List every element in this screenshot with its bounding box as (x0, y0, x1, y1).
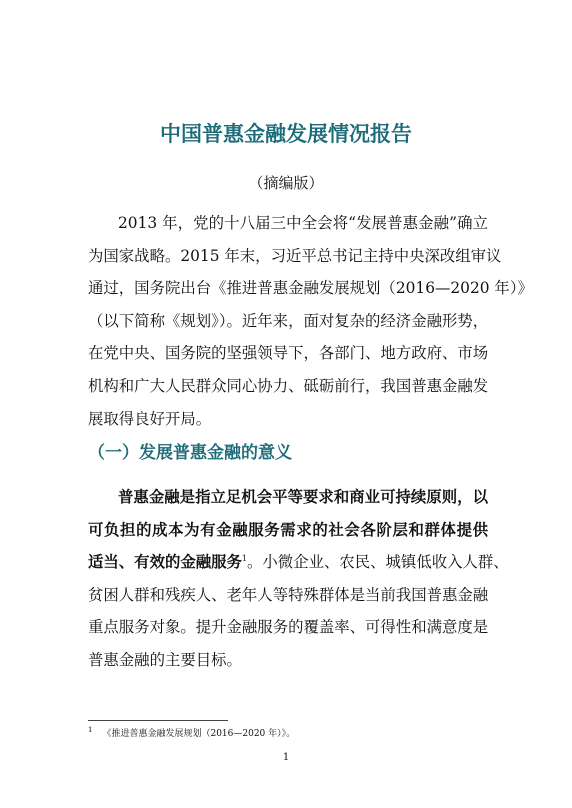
footnote-divider (88, 720, 228, 721)
definition-line: 贫困人群和残疾人、老年人等特殊群体是当前我国普惠金融 (88, 585, 489, 604)
intro-line: 机构和广大人民群众同心协力、砥砺前行，我国普惠金融发 (88, 376, 489, 395)
intro-line: 在党中央、国务院的坚强领导下，各部门、地方政府、市场 (88, 344, 489, 363)
definition-line: 可负担的成本为有金融服务需求的社会各阶层和群体提供 (88, 520, 488, 539)
intro-line: 展取得良好开局。 (88, 409, 212, 428)
section-heading: （一）发展普惠金融的意义 (88, 443, 292, 463)
definition-bold-text: 适当、有效的金融服务 (88, 553, 242, 572)
intro-paragraph (88, 207, 533, 435)
definition-line: 普惠金融的主要目标。 (88, 650, 242, 669)
footnote-reference[interactable]: 1 (241, 554, 248, 564)
definition-rest-text: 。小微企业、农民、城镇低收入人群、 (247, 553, 509, 572)
footnote-number: 1 (88, 726, 93, 734)
intro-line: 通过，国务院出台《推进普惠金融发展规划（2016—2020 年）》 (88, 279, 533, 298)
definition-line (88, 546, 509, 579)
intro-line: （以下简称《规划》）。近年来，面对复杂的经济金融形势， (88, 311, 489, 330)
intro-line: 2013 年，党的十八届三中全会将“发展普惠金融”确立 (118, 214, 488, 232)
page-number: 1 (282, 752, 290, 763)
definition-paragraph (88, 481, 509, 677)
definition-line: 普惠金融是指立足机会平等要求和商业可持续原则，以 (118, 488, 488, 506)
footnote (88, 726, 295, 739)
document-subtitle: （摘编版） (248, 174, 324, 192)
definition-line: 重点服务对象。提升金融服务的覆盖率、可得性和满意度是 (88, 618, 489, 637)
footnote-text: 《推进普惠金融发展规划（2016—2020 年）》。 (102, 729, 296, 739)
intro-line: 为国家战略。2015 年末，习近平总书记主持中央深改组审议 (88, 246, 502, 265)
document-title: 中国普惠金融发展情况报告 (160, 122, 412, 146)
